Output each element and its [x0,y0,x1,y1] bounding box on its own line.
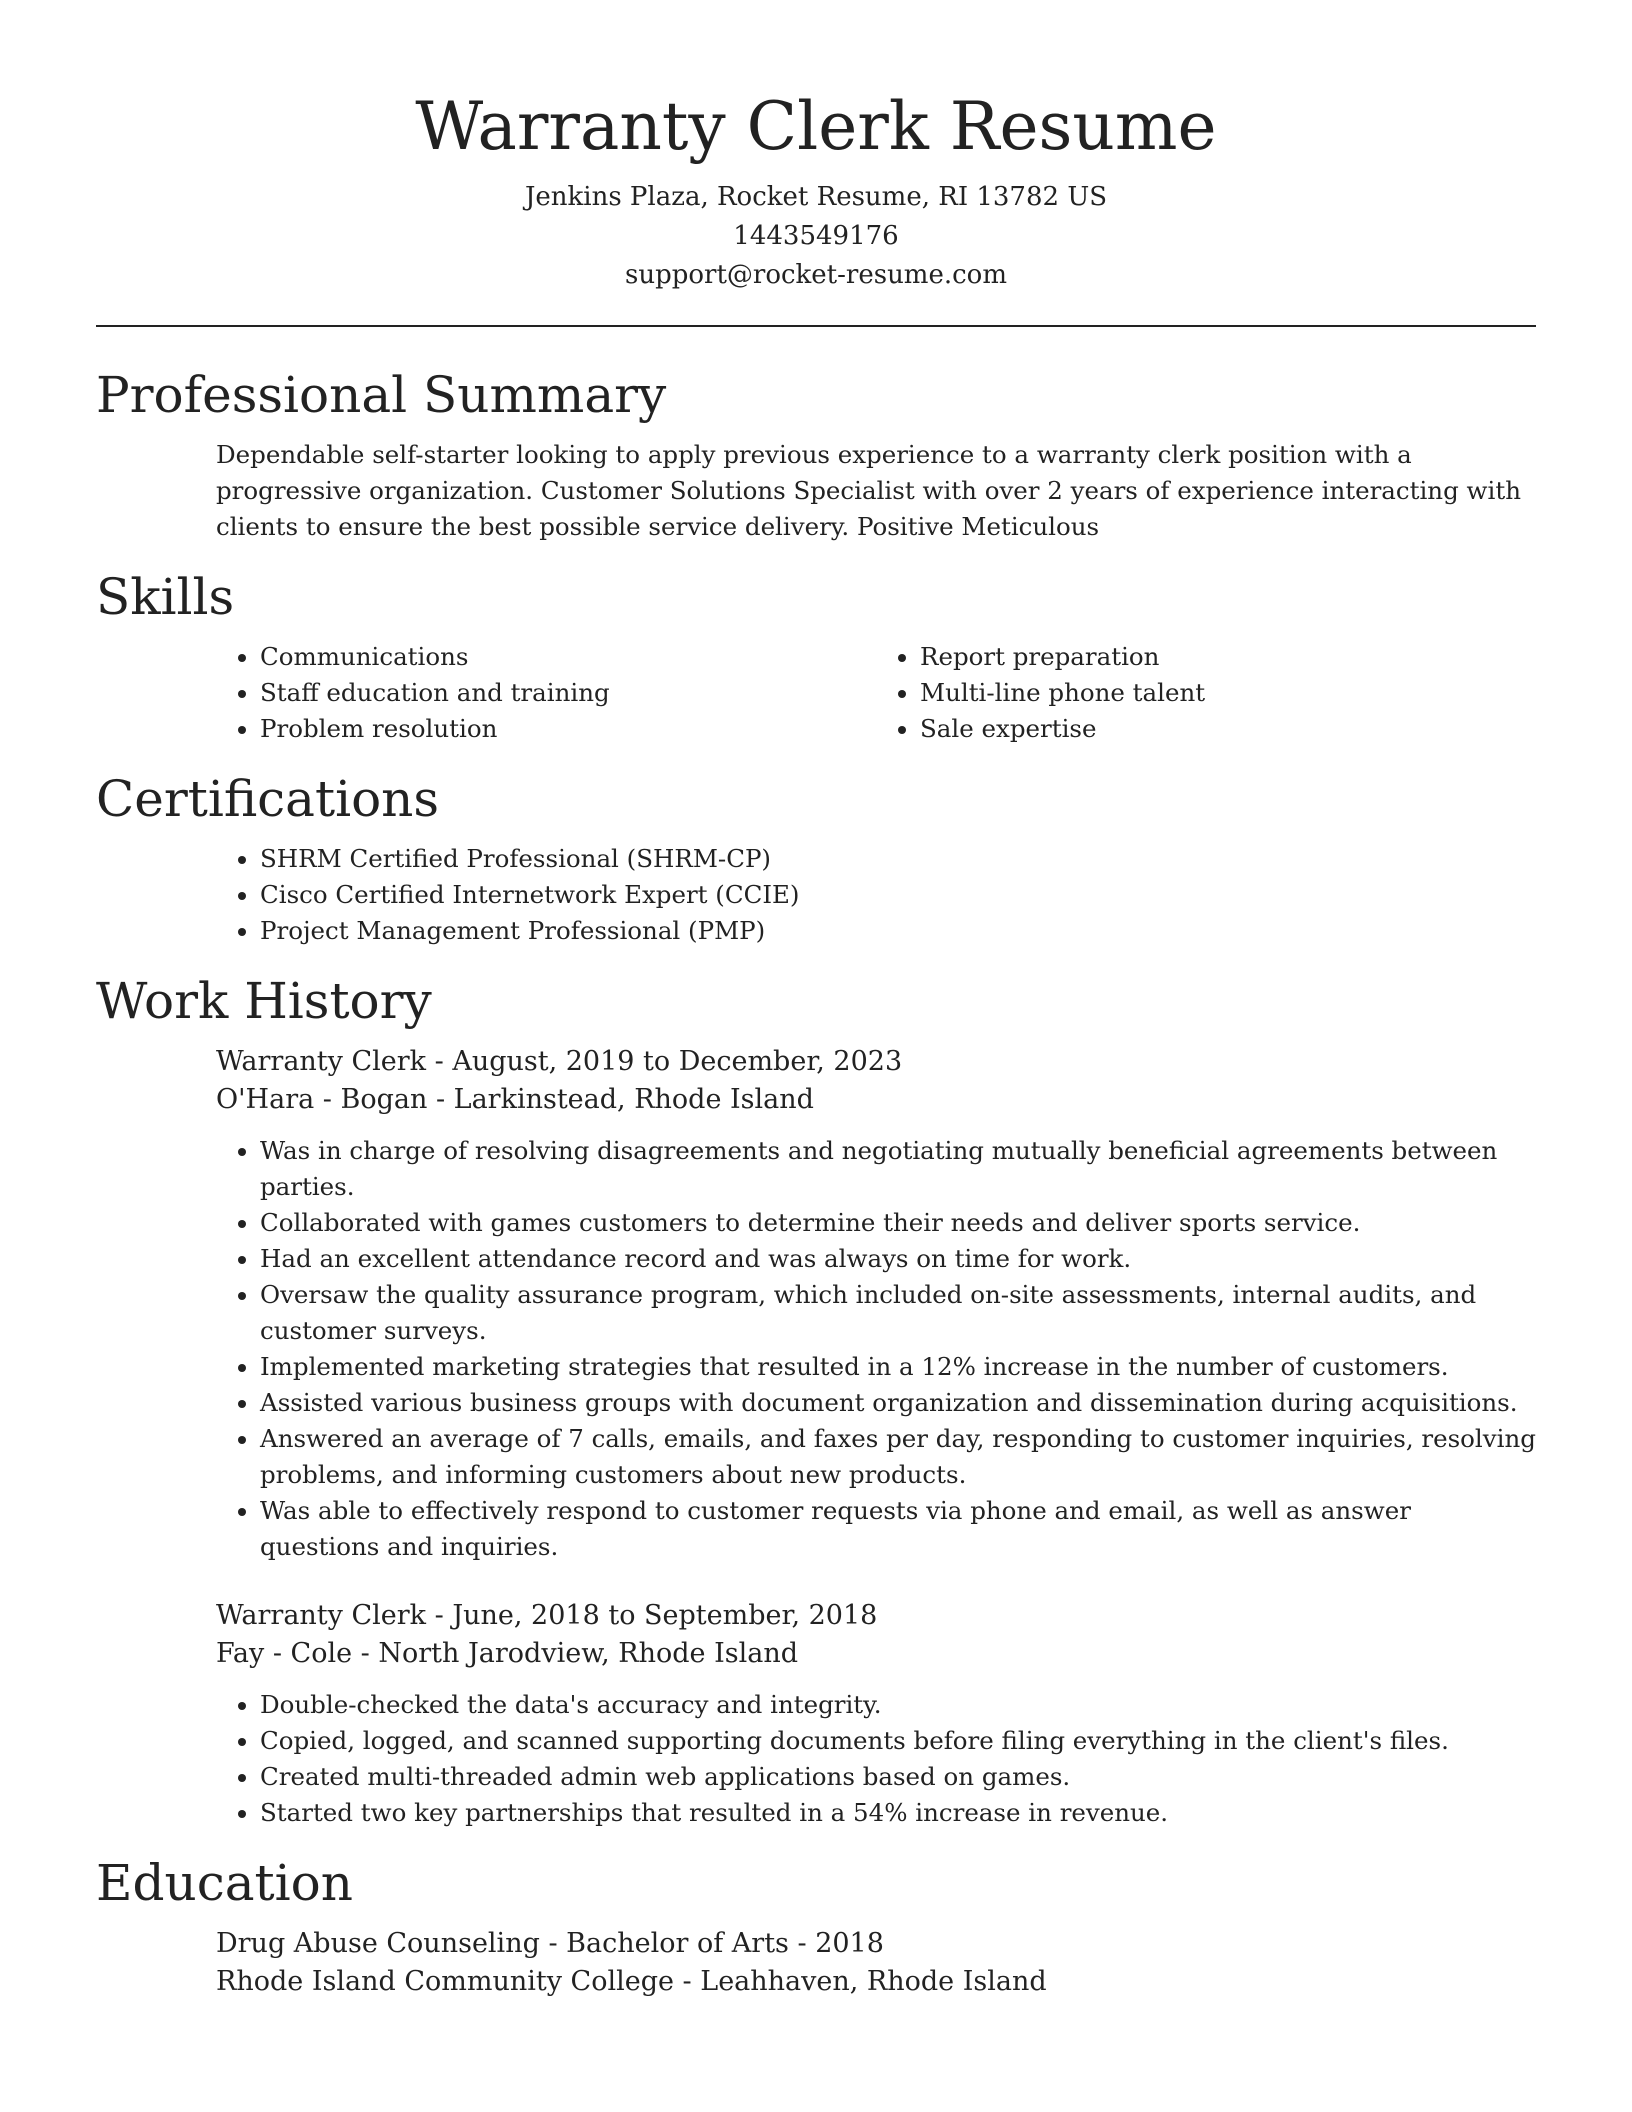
job-duty-item: • Copied, logged, and scanned supporting documents before filing everything in the client's files. [260,1723,1536,1759]
education-entry [216,1925,1536,2001]
contact-info [96,178,1536,295]
work-history-heading: Work History [96,972,432,1030]
job-duty-item: • Started two key partnerships that resulted in a 54% increase in revenue. [260,1795,1536,1831]
skill-item: • Communications [260,639,876,675]
job-duty-item: • Answered an average of 7 calls, emails, and faxes per day, responding to customer inquiries, resolving problems, and informing customers about new products. [260,1421,1536,1493]
job-duty-item: • Had an excellent attendance record and was always on time for work. [260,1241,1536,1277]
job-duty-item: • Was in charge of resolving disagreements and negotiating mutually beneficial agreements between parties. [260,1133,1536,1205]
certification-item: • SHRM Certified Professional (SHRM-CP) [260,841,1536,877]
job-company-location: Fay - Cole - North Jarodview, Rhode Island [216,1638,799,1669]
resume-header [96,0,1536,295]
certifications-list [216,841,1536,949]
skill-item: • Multi-line phone talent [920,675,1536,711]
skills-list [216,639,1536,747]
resume-title: Warranty Clerk Resume [415,88,1217,165]
job-entry [216,1043,1536,1565]
skills-column-right [876,639,1536,747]
contact-address: Jenkins Plaza, Rocket Resume, RI 13782 US [524,182,1108,212]
skill-item: • Report preparation [920,639,1536,675]
job-duty-item: • Double-checked the data's accuracy and integrity. [260,1687,1536,1723]
job-title-dates: Warranty Clerk - June, 2018 to September, 2018 [216,1600,878,1631]
job-duty-item: • Implemented marketing strategies that resulted in a 12% increase in the number of customers. [260,1349,1536,1385]
certification-item: • Cisco Certified Internetwork Expert (CCIE) [260,877,1536,913]
certification-item: • Project Management Professional (PMP) [260,913,1536,949]
skill-item: • Staff education and training [260,675,876,711]
resume-page [96,0,1536,2001]
job-duty-item: • Oversaw the quality assurance program, which included on-site assessments, internal audits, and customer surveys. [260,1277,1536,1349]
skill-item: • Sale expertise [920,711,1536,747]
skills-column-left [216,639,876,747]
skills-heading: Skills [96,568,235,626]
job-duty-item: • Collaborated with games customers to determine their needs and deliver sports service. [260,1205,1536,1241]
job-duty-item: • Created multi-threaded admin web applications based on games. [260,1759,1536,1795]
education-heading: Education [96,1854,353,1912]
contact-email: support@rocket-resume.com [624,260,1007,290]
job-duties [216,1687,1536,1831]
certifications-heading: Certifications [96,770,440,828]
education-degree: Drug Abuse Counseling - Bachelor of Arts - 2018 [216,1928,884,1959]
skill-item: • Problem resolution [260,711,876,747]
job-duty-item: • Assisted various business groups with document organization and dissemination during acquisitions. [260,1385,1536,1421]
job-entry [216,1597,1536,1831]
job-title-dates: Warranty Clerk - August, 2019 to December, 2023 [216,1046,903,1077]
job-duty-item: • Was able to effectively respond to customer requests via phone and email, as well as answer questions and inquiries. [260,1493,1536,1565]
education-school: Rhode Island Community College - Leahhaven, Rhode Island [216,1966,1047,1997]
summary-text: Dependable self-starter looking to apply previous experience to a warranty clerk position with a progressive organization. Customer Solutions Specialist with over 2 years of experience interacting with clients to ensure the best possible service delivery. Positive Meticulous [216,440,1521,541]
contact-phone: 1443549176 [733,221,899,251]
job-company-location: O'Hara - Bogan - Larkinstead, Rhode Island [216,1084,814,1115]
header-divider [96,325,1536,327]
job-duties [216,1133,1536,1565]
summary-heading: Professional Summary [96,366,667,424]
